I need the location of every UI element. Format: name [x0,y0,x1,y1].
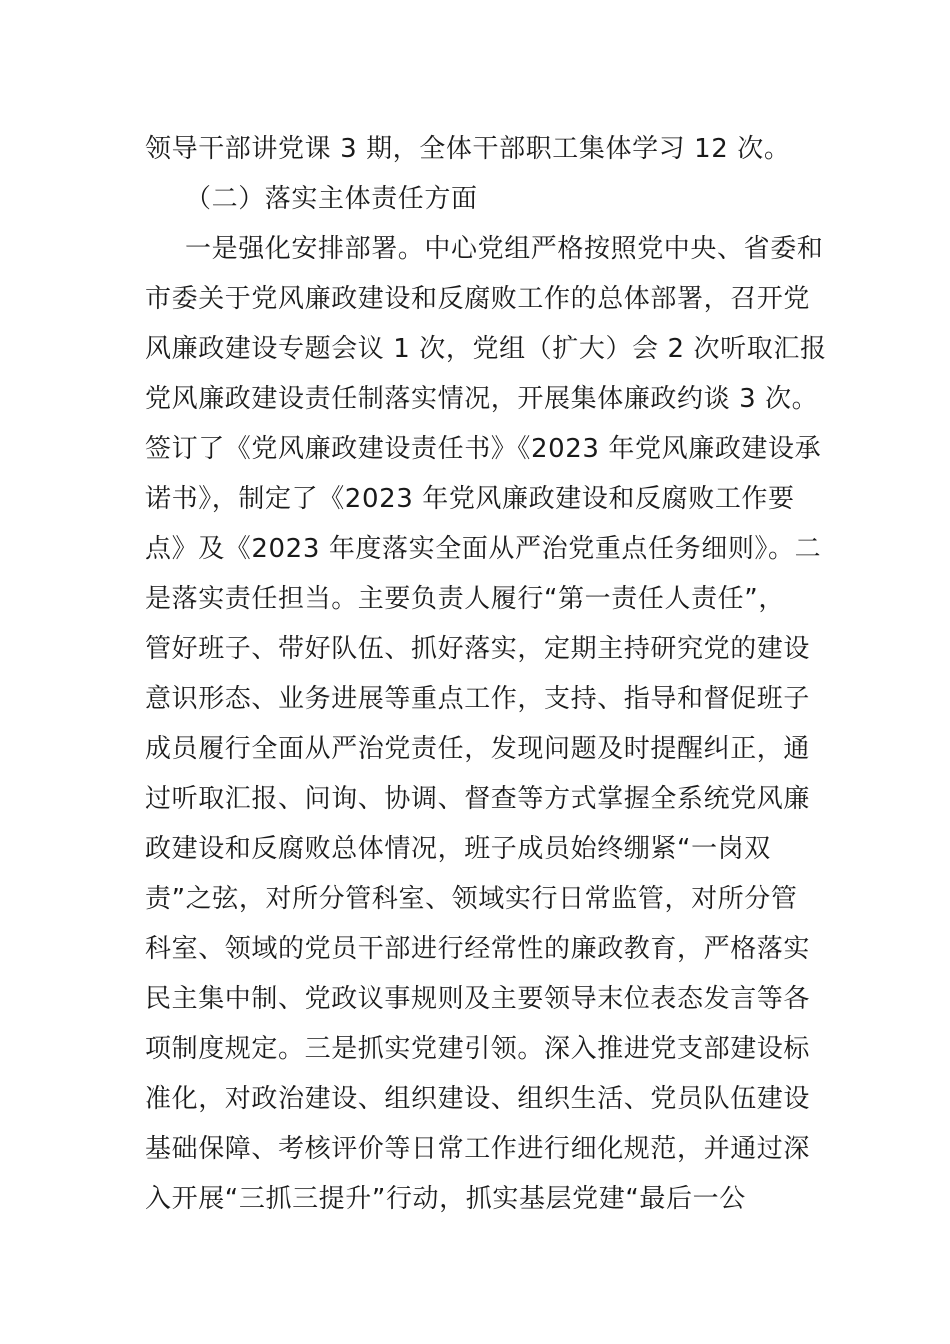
text-line: 点》及《2023 年度落实全面从严治党重点任务细则》。二 [145,534,822,564]
text-line: 过听取汇报、问询、协调、督查等方式掌握全系统党风廉 [145,784,811,814]
text-line: 责”之弦，对所分管科室、领域实行日常监管，对所分管 [145,884,798,914]
text-line: 入开展“三抓三提升”行动，抓实基层党建“最后一公 [145,1184,746,1214]
text-line: 准化，对政治建设、组织建设、组织生活、党员队伍建设 [145,1084,811,1114]
text-line: 管好班子、带好队伍、抓好落实，定期主持研究党的建设 [145,634,811,664]
text-line: 市委关于党风廉政建设和反腐败工作的总体部署，召开党 [145,284,811,314]
text-line: 基础保障、考核评价等日常工作进行细化规范，并通过深 [145,1134,811,1164]
text-line: 签订了《党风廉政建设责任书》《2023 年党风廉政建设承 [145,434,822,464]
section-heading: （二）落实主体责任方面 [185,184,478,214]
text-line: 成员履行全面从严治党责任，发现问题及时提醒纠正，通 [145,734,811,764]
text-line: 领导干部讲党课 3 期，全体干部职工集体学习 12 次。 [145,134,791,164]
text-line: 风廉政建设专题会议 1 次，党组（扩大）会 2 次听取汇报 [145,334,827,364]
text-line: 是落实责任担当。主要负责人履行“第一责任人责任”， [145,584,785,614]
text-line: 诺书》，制定了《2023 年党风廉政建设和反腐败工作要 [145,484,795,514]
text-line: 意识形态、业务进展等重点工作，支持、指导和督促班子 [145,684,811,714]
text-line: 项制度规定。三是抓实党建引领。深入推进党支部建设标 [145,1034,811,1064]
text-line: 科室、领域的党员干部进行经常性的廉政教育，严格落实 [145,934,811,964]
text-line: 党风廉政建设责任制落实情况，开展集体廉政约谈 3 次。 [145,384,819,414]
text-line: 政建设和反腐败总体情况，班子成员始终绷紧“一岗双 [145,834,771,864]
text-line: 民主集中制、党政议事规则及主要领导末位表态发言等各 [145,984,811,1014]
text-line: 一是强化安排部署。中心党组严格按照党中央、省委和 [185,234,824,264]
